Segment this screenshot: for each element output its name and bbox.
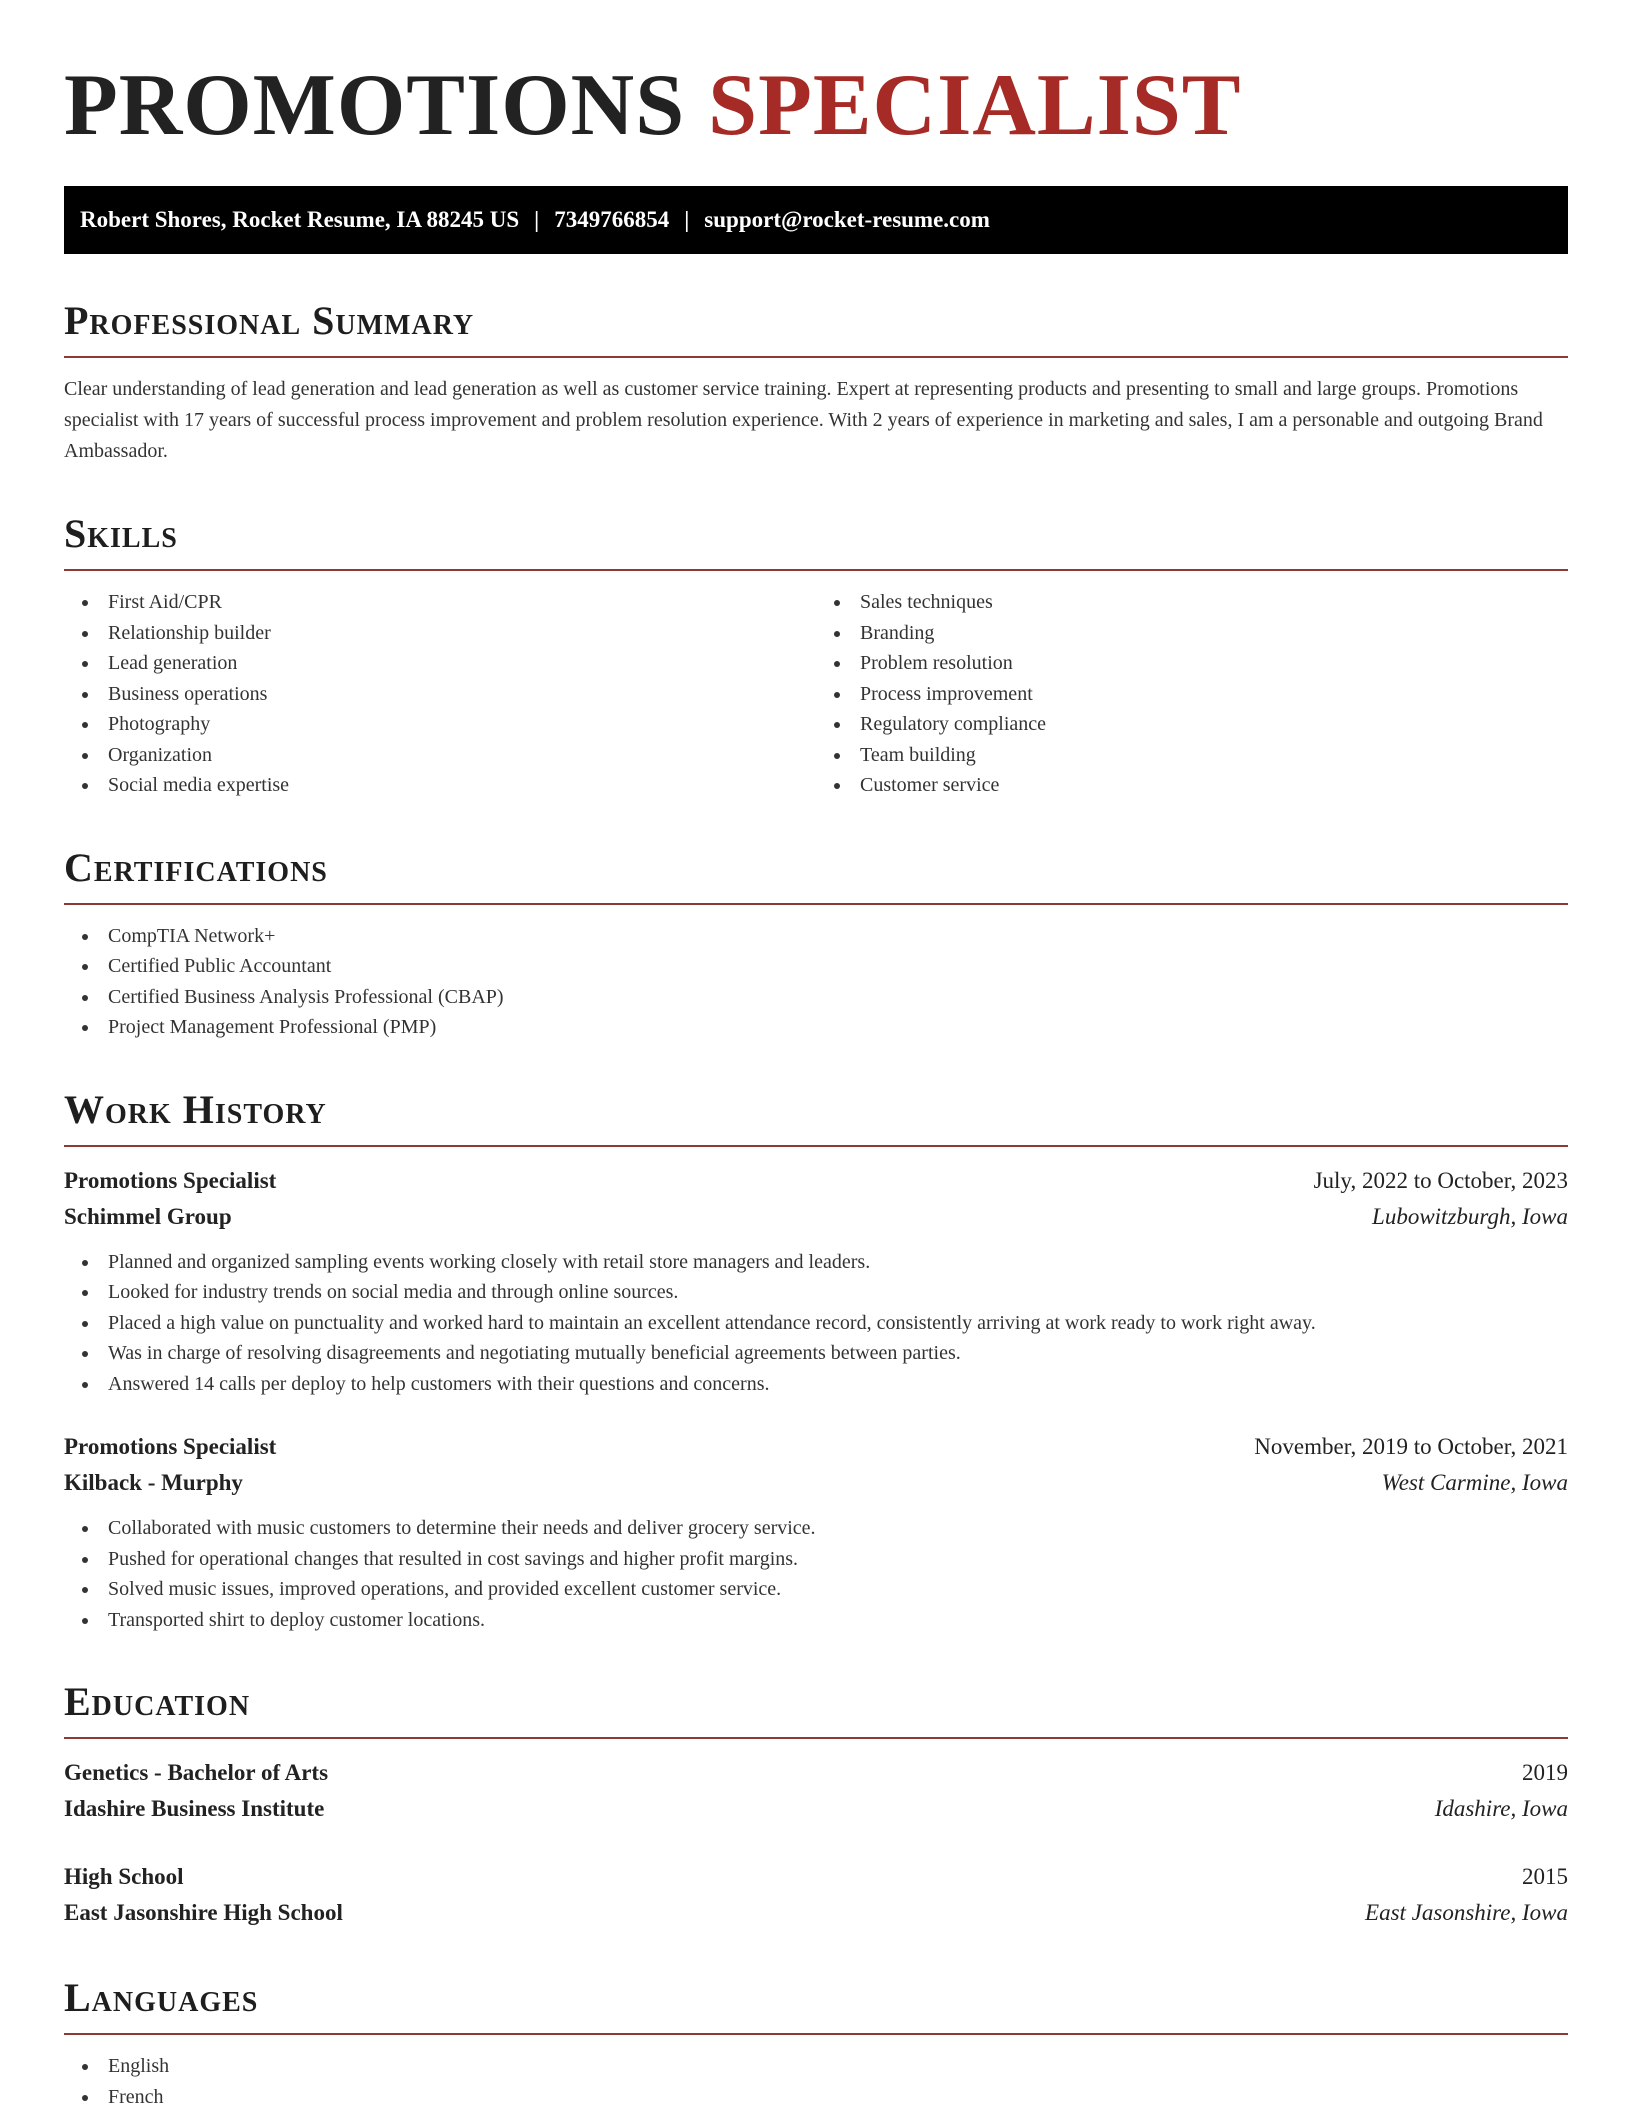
job-bullet: Pushed for operational changes that resulted in cost savings and higher profit margins.	[64, 1544, 1568, 1575]
education-degree: High School	[64, 1864, 184, 1889]
job-location: West Carmine, Iowa	[1381, 1470, 1568, 1495]
skills-list-right	[816, 587, 1568, 801]
skill-item: Photography	[64, 709, 816, 740]
job-title: Promotions Specialist	[64, 1167, 277, 1193]
job-entry	[64, 1429, 1568, 1635]
certification-item: CompTIA Network+	[64, 921, 1568, 952]
job-location: Lubowitzburgh, Iowa	[1372, 1203, 1568, 1229]
skill-item: Regulatory compliance	[816, 709, 1568, 740]
language-item: French	[64, 2082, 1568, 2112]
skill-item: Team building	[816, 740, 1568, 771]
title-part-2: SPECIALIST	[708, 57, 1242, 154]
skill-item: Problem resolution	[816, 648, 1568, 679]
skill-item: Sales techniques	[816, 587, 1568, 618]
education-location: East Jasonshire, Iowa	[1365, 1900, 1568, 1925]
education-entry	[64, 1755, 1568, 1827]
contact-email: support@rocket-resume.com	[704, 207, 990, 232]
education-year: 2019	[1522, 1760, 1568, 1785]
job-bullets	[64, 1247, 1568, 1400]
contact-phone: 7349766854	[554, 207, 670, 232]
certification-item: Certified Business Analysis Professional (CBAP)	[64, 982, 1568, 1013]
job-company: Schimmel Group	[64, 1203, 232, 1229]
job-company: Kilback - Murphy	[64, 1470, 243, 1495]
job-bullet: Answered 14 calls per deploy to help customers with their questions and concerns.	[64, 1369, 1568, 1400]
section-heading-certifications: Certifications	[64, 845, 1568, 905]
section-languages	[64, 1975, 1568, 2112]
contact-address: Robert Shores, Rocket Resume, IA 88245 US	[80, 207, 520, 232]
job-bullet: Transported shirt to deploy customer locations.	[64, 1605, 1568, 1636]
job-dates: July, 2022 to October, 2023	[1313, 1167, 1568, 1193]
section-heading-education: Education	[64, 1679, 1568, 1739]
job-dates: November, 2019 to October, 2021	[1254, 1434, 1568, 1459]
education-school: Idashire Business Institute	[64, 1796, 325, 1821]
job-bullet: Was in charge of resolving disagreements and negotiating mutually beneficial agreements between parties.	[64, 1338, 1568, 1369]
title-part-1: PROMOTIONS	[64, 57, 686, 154]
skill-item: Organization	[64, 740, 816, 771]
job-bullet: Looked for industry trends on social media and through online sources.	[64, 1277, 1568, 1308]
skill-item: Lead generation	[64, 648, 816, 679]
section-heading-summary: Professional Summary	[64, 298, 1568, 358]
job-bullets	[64, 1513, 1568, 1635]
section-heading-skills: Skills	[64, 511, 1568, 571]
resume-title	[64, 0, 1568, 156]
contact-separator: |	[684, 207, 690, 232]
education-location: Idashire, Iowa	[1434, 1796, 1568, 1821]
section-heading-languages: Languages	[64, 1975, 1568, 2035]
skill-item: Relationship builder	[64, 618, 816, 649]
job-entry	[64, 1163, 1568, 1400]
certification-item: Certified Public Accountant	[64, 951, 1568, 982]
skill-item: First Aid/CPR	[64, 587, 816, 618]
job-bullet: Placed a high value on punctuality and worked hard to maintain an excellent attendance record, consistently arriving at work ready to work right away.	[64, 1308, 1568, 1339]
job-bullet: Planned and organized sampling events working closely with retail store managers and leaders.	[64, 1247, 1568, 1278]
skills-list-left	[64, 587, 816, 801]
job-bullet: Solved music issues, improved operations, and provided excellent customer service.	[64, 1574, 1568, 1605]
section-skills	[64, 511, 1568, 801]
skill-item: Business operations	[64, 679, 816, 710]
section-summary	[64, 298, 1568, 467]
language-item: English	[64, 2051, 1568, 2082]
skill-item: Branding	[816, 618, 1568, 649]
skill-item: Process improvement	[816, 679, 1568, 710]
skill-item: Social media expertise	[64, 770, 816, 801]
education-school: East Jasonshire High School	[64, 1900, 343, 1925]
contact-separator: |	[534, 207, 540, 232]
education-degree: Genetics - Bachelor of Arts	[64, 1760, 329, 1785]
certification-item: Project Management Professional (PMP)	[64, 1012, 1568, 1043]
languages-list	[64, 2051, 1568, 2112]
skill-item: Customer service	[816, 770, 1568, 801]
job-bullet: Collaborated with music customers to determine their needs and deliver grocery service.	[64, 1513, 1568, 1544]
section-heading-work-history: Work History	[64, 1087, 1568, 1147]
section-work-history	[64, 1087, 1568, 1636]
job-title: Promotions Specialist	[64, 1434, 277, 1459]
contact-bar	[64, 186, 1568, 254]
section-education	[64, 1679, 1568, 1931]
section-certifications	[64, 845, 1568, 1043]
certifications-list	[64, 921, 1568, 1043]
education-year: 2015	[1522, 1864, 1568, 1889]
education-entry	[64, 1859, 1568, 1931]
skills-grid	[64, 571, 1568, 801]
summary-text: Clear understanding of lead generation and lead generation as well as customer service training. Expert at representing products and presenting to small and large groups. Promotions specialist with 17 years of successful process improvement and problem resolution experience. With 2 years of experience in marketing and sales, I am a personable and outgoing Brand Ambassador.	[64, 378, 1543, 462]
